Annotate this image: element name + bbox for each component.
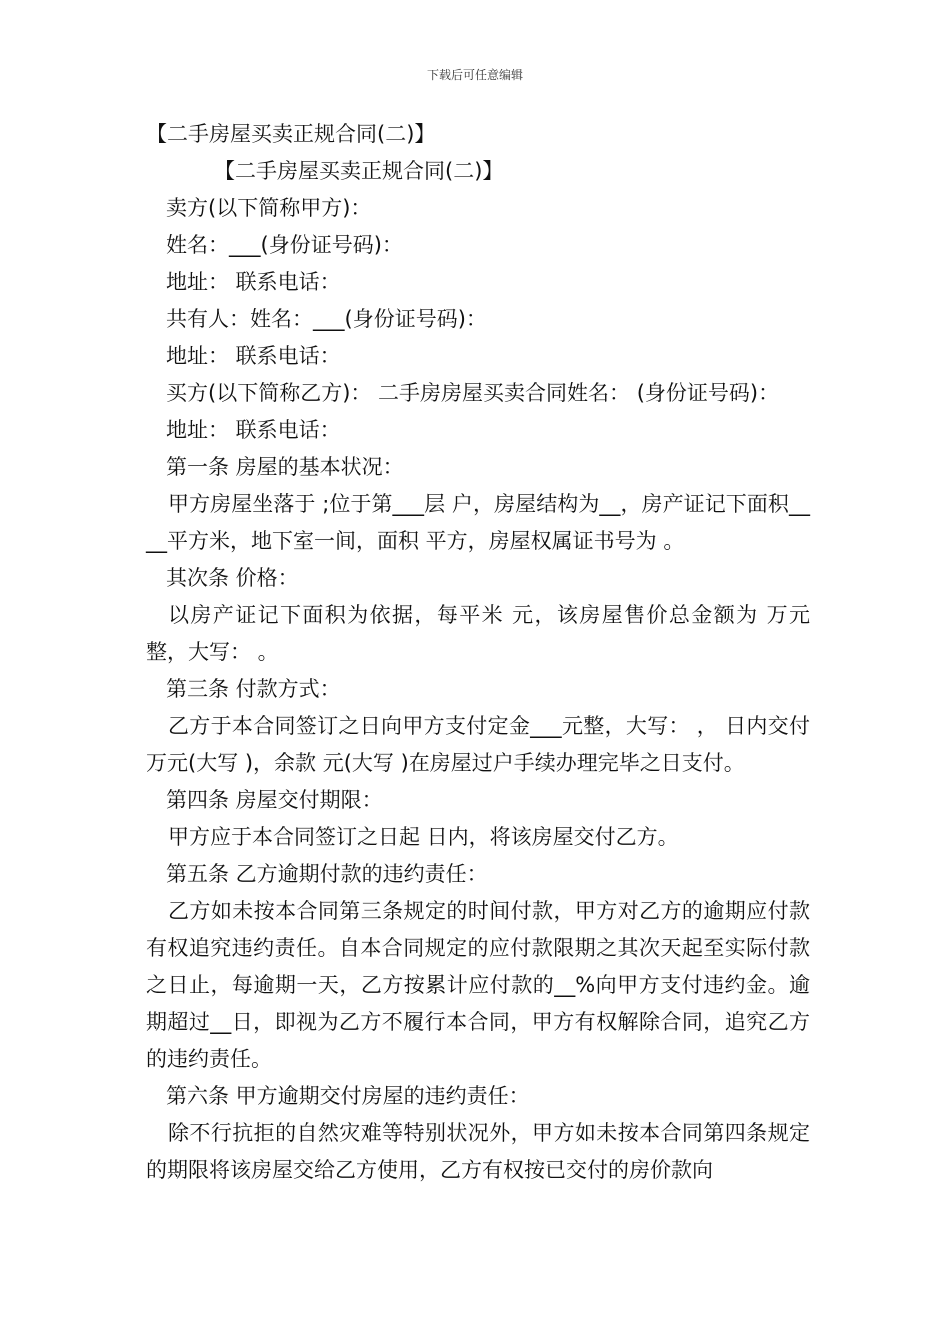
article-4-text: 甲方应于本合同签订之日起 日内，将该房屋交付乙方。 <box>168 825 679 849</box>
co-owner-line: 共有人：姓名：___(身份证号码)： <box>166 307 487 331</box>
article-4-heading: 第四条 房屋交付期限： <box>166 788 383 812</box>
seller-name-line: 姓名：___(身份证号码)： <box>166 233 403 257</box>
page-header: 下载后可任意编辑 <box>426 68 523 82</box>
article-1-heading: 第一条 房屋的基本状况： <box>166 455 404 479</box>
contract-body <box>146 116 810 1189</box>
article-2-heading: 其次条 价格： <box>166 566 299 590</box>
buyer-address-line: 地址： 联系电话： <box>166 418 341 442</box>
article-6-heading: 第六条 甲方逾期交付房屋的违约责任： <box>166 1084 530 1108</box>
seller-heading: 卖方(以下简称甲方)： <box>166 196 372 220</box>
buyer-line: 买方(以下简称乙方)： 二手房房屋买卖合同姓名： (身份证号码)： <box>166 381 780 405</box>
article-2-text: 以房产证记下面积为依据，每平米 元，该房屋售价总金额为 万元整，大写： 。 <box>146 603 810 664</box>
document-title: 【二手房屋买卖正规合同(二)】 <box>146 122 436 146</box>
article-5-text: 乙方如未按本合同第三条规定的时间付款，甲方对乙方的逾期应付款有权追究违约责任。自本合同规定的应付款限期之其次天起至实际付款之日止，每逾期一天，乙方按累计应付款的__%向甲方支付违约金。逾期超过__日，即视为乙方不履行本合同，甲方有权解除合同，追究乙方的违约责任。 <box>146 899 810 1071</box>
co-owner-address-line: 地址： 联系电话： <box>166 344 341 368</box>
article-5-heading: 第五条 乙方逾期付款的违约责任： <box>166 862 488 886</box>
article-6-text: 除不行抗拒的自然灾难等特别状况外，甲方如未按本合同第四条规定的期限将该房屋交给乙方使用，乙方有权按已交付的房价款向 <box>146 1121 810 1182</box>
article-3-heading: 第三条 付款方式： <box>166 677 341 701</box>
document-subtitle: 【二手房屋买卖正规合同(二)】 <box>214 159 504 183</box>
article-1-text: 甲方房屋坐落于 ;位于第___层 户，房屋结构为__，房产证记下面积____平方米，地下室一间，面积 平方，房屋权属证书号为 。 <box>146 492 810 553</box>
article-3-text: 乙方于本合同签订之日向甲方支付定金___元整，大写： ， 日内交付 万元(大写 )，余款 元(大写 )在房屋过户手续办理完毕之日支付。 <box>146 714 810 775</box>
seller-address-line: 地址： 联系电话： <box>166 270 341 294</box>
